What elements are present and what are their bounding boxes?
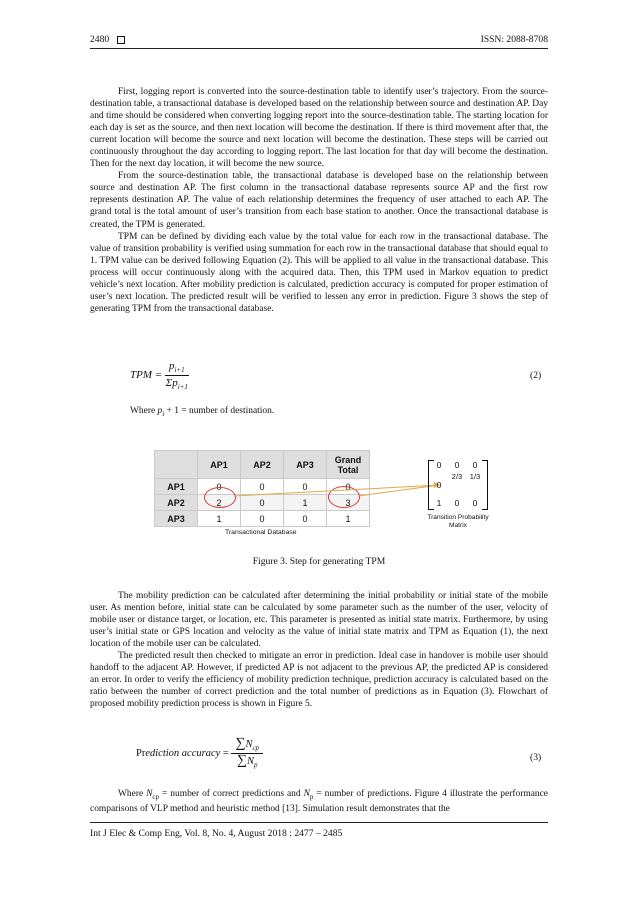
transition-probability-matrix bbox=[428, 460, 488, 510]
table-cell: 2 bbox=[198, 495, 241, 511]
row-header: AP3 bbox=[155, 511, 198, 527]
matrix-caption: Transition Probability Matrix bbox=[427, 514, 489, 529]
matrix-cell: 2/3 bbox=[451, 472, 463, 481]
footer-rule bbox=[90, 822, 548, 823]
paragraph: The mobility prediction can be calculated after determining the initial probability or initial state of the mobile user. As mention before, initial state can be calculated by some parameter such as the number of the user, velocity of mobile user or distance target, or location, etc. This parameter is presented as initial state matrix. Furthermore, by using user’s initial state or GPS location and velocity as the value of initial state matrix and TPM as Equation (1), the next location of the mobile user can be calculated. bbox=[90, 591, 548, 650]
table-cell: 0 bbox=[241, 479, 284, 495]
running-footer: Int J Elec & Comp Eng, Vol. 8, No. 4, August 2018 : 2477 – 2485 bbox=[90, 828, 343, 839]
table-cell: 1 bbox=[284, 495, 327, 511]
table-cell: 0 bbox=[241, 495, 284, 511]
paragraph: TPM can be defined by dividing each value by the total value for each row in the transactional database. The value of transition probability is verified using summation for each row in the transactional database that should equal to 1. TPM value can be derived following Equation (2). This will be applied to all value in the transactional database. This process will occur continuously along with the acquired data. Then, this TPM used in Markov equation to predict vehicle’s next location. After mobility prediction is calculated, prediction accuracy is computed for proper estimation of user’s next location. The predicted result will be verified to lessen any error in prediction. Figure 3 shows the step of generating TPM from the transactional database. bbox=[90, 231, 548, 314]
denominator: $\Sigma p_{i+1}$ bbox=[165, 377, 188, 392]
table-cell: 1 bbox=[198, 511, 241, 527]
page-number: 2480 bbox=[90, 34, 110, 45]
arrow-line bbox=[234, 485, 440, 496]
matrix-cell: 0 bbox=[472, 498, 478, 508]
matrix-cell: 0 bbox=[436, 480, 442, 490]
matrix-cell: 0 bbox=[472, 460, 478, 470]
matrix-cell: 1/3 bbox=[469, 472, 481, 481]
numerator: $p_{i+1}$ bbox=[165, 360, 189, 376]
issn: ISSN: 2088-8708 bbox=[480, 34, 548, 45]
table-cell: 3 bbox=[327, 495, 370, 511]
equation-3 bbox=[136, 738, 263, 769]
fraction bbox=[231, 738, 263, 769]
table-header-cell: AP3 bbox=[284, 451, 327, 479]
table-cell: 0 bbox=[284, 511, 327, 527]
body-text-2 bbox=[90, 590, 548, 710]
figure-caption: Figure 3. Step for generating TPM bbox=[252, 556, 386, 567]
paragraph: First, logging report is converted into the source-destination table to identify user’s trajectory. From the source-destination table, a transactional database is developed based on the relationship between source and destination AP. Day and time should be considered when converting logging report into the source-destination table. The starting location for each day is set as the source, and then next location will become the destination. If there is third movement after that, the current location will become the source and next location will become the destination. These steps will be carried out continuously throughout the day according to logging report. The last location for that day will become the destination. Then for the next day location, it will become the new source. bbox=[90, 87, 548, 170]
equation-lhs: Prediction accuracy = bbox=[136, 748, 232, 760]
table-cell: 1 bbox=[327, 511, 370, 527]
matrix-cell: 0 bbox=[454, 460, 460, 470]
paragraph: The predicted result then checked to mitigate an error in prediction. Ideal case in handover is mobile user should handoff to the adjacent AP. However, if predicted AP is not adjacent to the previous AP, the predicted AP is considered an error. In order to verify the efficiency of mobility prediction technique, prediction accuracy is calculated based on the ratio between the number of correct prediction and the total number of predictions as in Equation (3). Flowchart of proposed mobility prediction process is shown in Figure 5. bbox=[90, 651, 548, 710]
equation-3-number: (3) bbox=[530, 752, 542, 763]
paragraph: From the source-destination table, the transactional database is developed base on the relationship between source and destination AP. The first column in the transactional database represents source AP and the first row represents destination AP. The value of each relationship determines the frequency of user attached to each AP. The grand total is the total amount of user’s transition from each base station to another. Once the transactional database is created, the TPM is generated. bbox=[90, 171, 548, 230]
table-caption: Transactional Database bbox=[225, 529, 297, 536]
matrix-cell: 0 bbox=[436, 460, 442, 470]
table-header-cell: Grand Total bbox=[327, 451, 370, 479]
right-bracket bbox=[482, 460, 488, 510]
table-cell: 0 bbox=[327, 479, 370, 495]
row-header: AP2 bbox=[155, 495, 198, 511]
row-header: AP1 bbox=[155, 479, 198, 495]
matrix-cell: 0 bbox=[454, 498, 460, 508]
denominator: $\sum N_p$ bbox=[237, 753, 258, 770]
where-line-2: Where $N_{cp}$ = number of correct predictions and $N_p$ = number of predictions. Figure 4 illustrate the performance comparisons of VLP method and heuristic method [13]. Simulation result demonstrates that the bbox=[90, 789, 548, 814]
numerator: $\sum N_{cp}$ bbox=[231, 738, 263, 754]
equation-lhs: TPM = bbox=[130, 369, 163, 382]
table-cell: 0 bbox=[284, 479, 327, 495]
equation-2-number: (2) bbox=[530, 370, 542, 381]
table-header-cell: AP1 bbox=[198, 451, 241, 479]
table-cell: 0 bbox=[241, 511, 284, 527]
where-line-1: Where $p_i + 1$ = number of destination. bbox=[130, 406, 275, 418]
table-cell: 0 bbox=[198, 479, 241, 495]
table-header-cell: AP2 bbox=[241, 451, 284, 479]
matrix-cell: 1 bbox=[436, 498, 442, 508]
